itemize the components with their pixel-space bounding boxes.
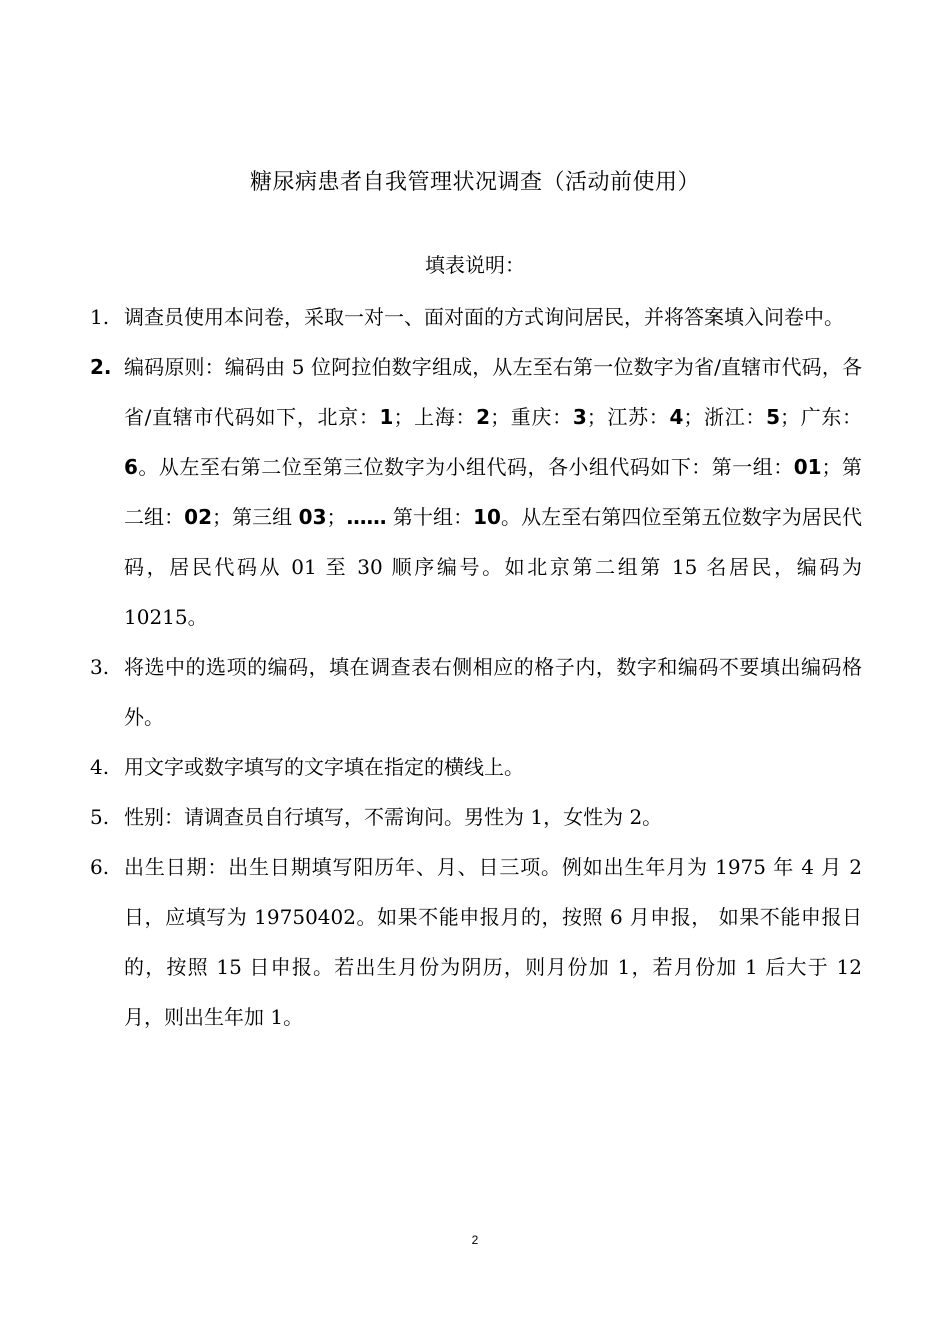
instruction-bold-segment: 2 [476,405,491,429]
instruction-bold-segment: 4 [669,405,684,429]
instruction-segment: ；重庆： [490,405,573,429]
instruction-segment: ；第二组： [124,455,863,529]
instruction-item [82,292,862,342]
instruction-segment: ； [326,505,347,529]
instruction-segment: ；第三组 [212,505,299,529]
page-number: 2 [471,1233,479,1247]
instruction-text [124,742,862,792]
instruction-segment: 将选中的选项的编码，填在调查表右侧相应的格子内，数字和编码不要填出编码格外。 [124,655,862,729]
instruction-bold-segment: …… [346,505,387,529]
instruction-bold-segment: 6 [124,455,138,479]
instruction-item [82,742,862,792]
instruction-item [82,342,862,642]
instruction-text [124,792,862,842]
instruction-segment: 性别：请调查员自行填写，不需询问。男性为 1，女性为 2。 [124,805,663,829]
instruction-segment: ；浙江： [683,405,767,429]
instruction-bold-segment: 1 [379,405,394,429]
instruction-text [124,342,862,642]
instruction-text [124,292,862,342]
instruction-number: 6. [90,855,110,879]
instructions-heading: 填表说明： [425,253,525,277]
instruction-segment: 第十组： [386,505,474,529]
instruction-bold-segment: 01 [793,455,822,479]
instruction-item [82,842,862,1042]
instruction-segment: ；江苏： [586,405,670,429]
instruction-number: 2. [90,355,112,379]
instruction-item [82,792,862,842]
instruction-number: 5. [90,805,110,829]
instruction-segment: ；上海： [393,405,477,429]
instruction-segment: 编码原则：编码由 5 位阿拉伯数字组成，从左至右第一位数字为省/直辖市代码，各省/直辖市代码如下，北京： [124,355,862,429]
instruction-number: 4. [90,755,110,779]
instruction-number: 1. [90,305,110,329]
instruction-bold-segment: 03 [298,505,327,529]
instruction-segment: 出生日期：出生日期填写阳历年、月、日三项。例如出生年月为 1975 年 4 月 2 日，应填写为 19750402。如果不能申报月的，按照 6 月申报， 如果不能申报日的，按照 15 日申报。若出生月份为阴历，则月份加 1，若月份加 1 后大于 12 月，则出生年加 1。 [124,855,862,1029]
instruction-bold-segment: 02 [184,505,213,529]
instruction-number: 3. [90,655,110,679]
instruction-bold-segment: 10 [473,505,501,529]
instruction-segment: 调查员使用本问卷，采取一对一、面对面的方式询问居民，并将答案填入问卷中。 [124,305,844,329]
instruction-segment: 。从左至右第四位至第五位数字为居民代码，居民代码从 01 至 30 顺序编号。如北京第二组第 15 名居民，编码为 10215。 [124,505,863,629]
instruction-segment: ；广东： [780,405,863,429]
document-title: 糖尿病患者自我管理状况调查（活动前使用） [249,170,700,195]
instruction-item [82,642,862,742]
instruction-bold-segment: 5 [766,405,781,429]
instruction-text [124,642,862,742]
instruction-text [124,842,862,1042]
instruction-segment: 。从左至右第二位至第三位数字为小组代码，各小组代码如下：第一组： [137,455,794,479]
instruction-bold-segment: 3 [572,405,587,429]
instruction-list [82,292,862,1042]
instruction-segment: 用文字或数字填写的文字填在指定的横线上。 [124,755,524,779]
